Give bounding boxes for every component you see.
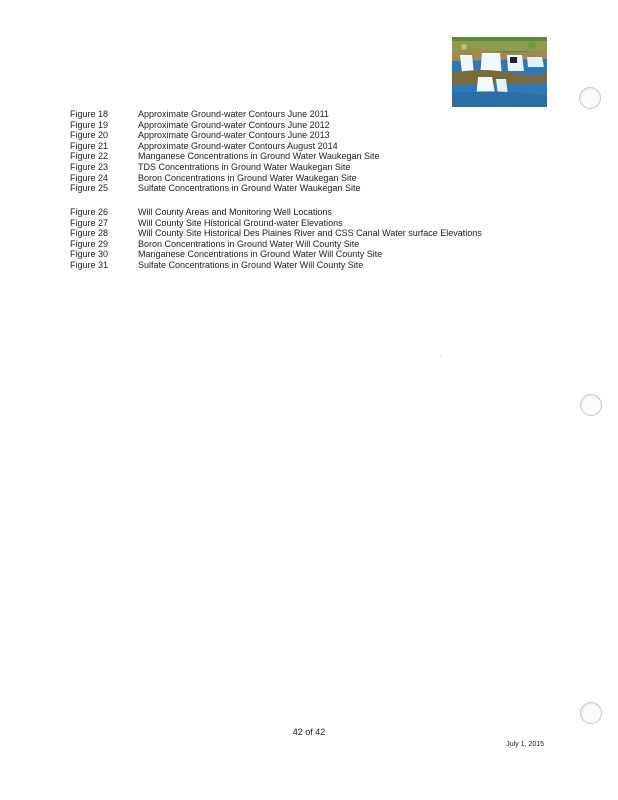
figure-title: Manganese Concentrations in Ground Water Will County Site [138,249,383,260]
figure-list-will-county [70,207,482,271]
figure-entry [70,207,482,218]
figure-number: Figure 31 [70,259,109,270]
figure-entry [70,130,379,141]
figure-title: TDS Concentrations in Ground Water Waukegan Site [138,161,351,172]
figure-number: Figure 27 [70,217,109,228]
waterfall-logo-icon [452,37,547,107]
figure-number: Figure 29 [70,238,109,249]
figure-number: Figure 20 [70,130,109,141]
figure-number: Figure 25 [70,183,109,194]
figure-title: Will County Areas and Monitoring Well Locations [138,207,332,217]
figure-entry [70,183,379,194]
page-number: 42 of 42 [292,727,326,737]
figure-number: Figure 21 [70,140,109,151]
figure-number: Figure 22 [70,151,109,162]
figure-entry [70,120,379,131]
figure-entry [70,141,379,152]
figure-title: Will County Site Historical Des Plaines River and CSS Canal Water surface Elevations [138,228,482,239]
figure-title: Manganese Concentrations in Ground Water Waukegan Site [138,151,380,162]
figure-number: Figure 26 [70,207,109,217]
figure-entry [70,109,379,120]
figure-title: Approximate Ground-water Contours August 2014 [138,140,338,151]
figure-list-waukegan [70,109,379,194]
figure-number: Figure 28 [70,228,109,239]
figure-entry [70,249,482,260]
figure-number: Figure 24 [70,172,109,183]
figure-title: Approximate Ground-water Contours June 2013 [138,130,330,141]
scan-speck [440,355,441,356]
figure-title: Approximate Ground-water Contours June 2011 [138,109,329,119]
figure-entry [70,260,482,271]
figure-number: Figure 23 [70,161,109,172]
footer-date: July 1, 2015 [506,741,544,748]
figure-entry [70,151,379,162]
figure-number: Figure 18 [70,109,109,119]
figure-title: Boron Concentrations in Ground Water Waukegan Site [138,172,357,183]
figure-entry [70,239,482,250]
figure-entry [70,218,482,229]
figure-entry [70,228,482,239]
binder-hole-middle [580,394,602,416]
figure-title: Sulfate Concentrations in Ground Water Waukegan Site [138,183,361,194]
figure-title: Sulfate Concentrations in Ground Water Will County Site [138,259,364,270]
binder-hole-bottom [580,702,602,724]
binder-hole-top [579,87,601,109]
figure-title: Approximate Ground-water Contours June 2012 [138,119,330,130]
figure-entry [70,162,379,173]
figure-number: Figure 30 [70,249,109,260]
figure-number: Figure 19 [70,119,109,130]
figure-title: Boron Concentrations in Ground Water Will County Site [138,238,360,249]
figure-title: Will County Site Historical Ground-water Elevations [138,217,343,228]
figure-entry [70,173,379,184]
